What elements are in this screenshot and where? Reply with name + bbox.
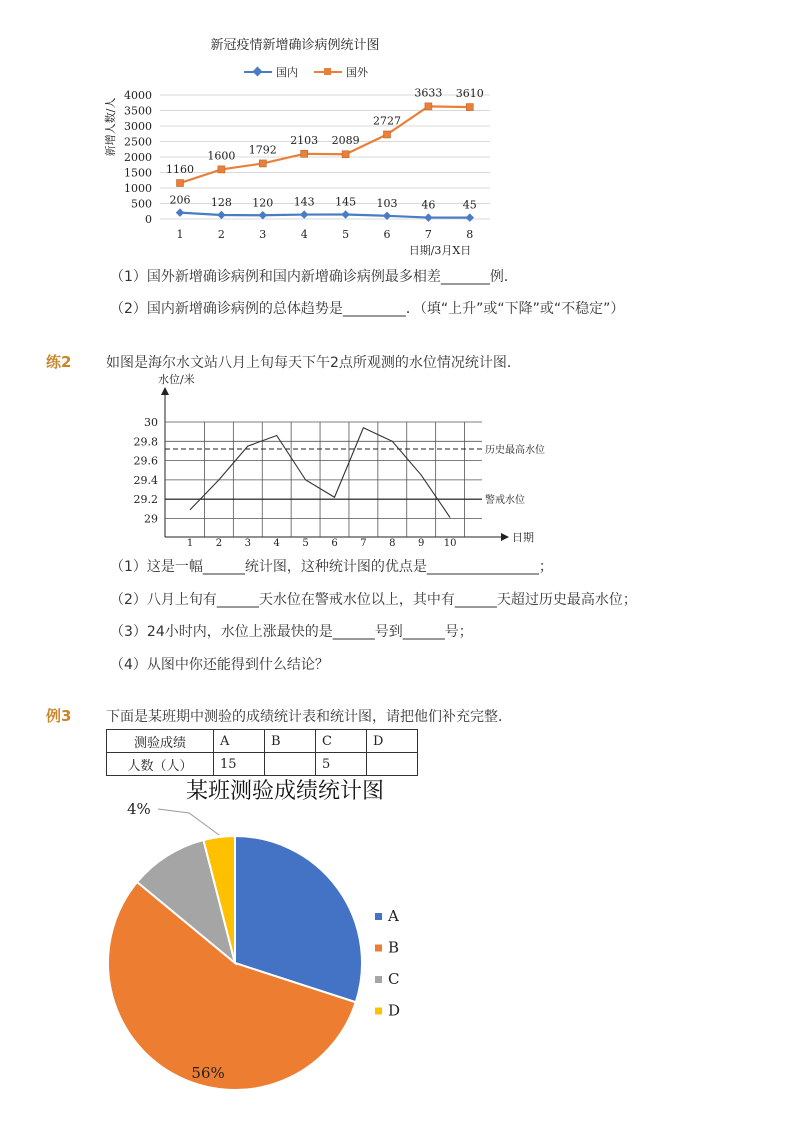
chart2-y-tick-label: 29 xyxy=(144,512,158,526)
q1-line1: （1）国外新增确诊病例和国内新增确诊病例最多相差_______例． xyxy=(110,269,518,285)
chart1-y-tick-label: 2000 xyxy=(124,151,152,164)
chart1-data-label: 145 xyxy=(335,195,357,209)
chart1-data-label: 46 xyxy=(421,198,436,212)
chart1-x-tick-label: 3 xyxy=(259,228,267,241)
chart2-y-tick-label: 29.2 xyxy=(133,493,158,507)
chart2-x-tick-label: 1 xyxy=(186,538,194,549)
chart1-x-tick-label: 5 xyxy=(342,228,350,241)
chart1-point xyxy=(342,151,349,158)
chart3-leader-line xyxy=(158,809,219,835)
chart1-legend xyxy=(244,65,369,79)
score-table-header-label: 测验成绩 xyxy=(107,730,214,753)
chart1-data-label: 2103 xyxy=(290,133,319,147)
chart1-point xyxy=(217,211,225,219)
score-table-row-label: 人数（人） xyxy=(107,753,214,776)
chart1-y-ticks xyxy=(124,89,152,226)
chart2-x-tick-label: 10 xyxy=(443,538,457,549)
q1-line2: （2）国内新增确诊病例的总体趋势是_________．（填“上升”或“下降”或“不稳定”） xyxy=(110,301,625,317)
chart2-reference-lines xyxy=(165,443,545,506)
chart1-x-tick-label: 4 xyxy=(300,228,308,241)
chart1-y-tick-label: 1000 xyxy=(124,182,152,195)
chart1-data-label: 120 xyxy=(252,196,274,210)
chart1-x-tick-label: 1 xyxy=(176,228,184,241)
chart1-data-label: 128 xyxy=(210,196,232,210)
chart2-x-tick-label: 5 xyxy=(302,538,309,549)
score-table-value-c: 5 xyxy=(316,753,367,776)
chart2-x-tick-label: 7 xyxy=(360,538,367,549)
chart1-data-label: 1600 xyxy=(207,149,236,163)
chart1-point xyxy=(300,210,308,218)
chart1-x-tick-label: 6 xyxy=(383,228,391,241)
chart1-point xyxy=(425,103,432,110)
lian2-q4: （4）从图中你还能得到什么结论？ xyxy=(110,657,329,673)
lian2-text: 如图是海尔水文站八月上旬每天下午2点所观测的水位情况统计图． xyxy=(106,355,521,371)
chart2-xlabel: 日期 xyxy=(512,531,534,544)
chart2-y-tick-label: 29.8 xyxy=(133,435,158,449)
chart1-data-label: 45 xyxy=(462,198,477,212)
chart3-legend-label: B xyxy=(388,938,400,957)
li3-tag: 例3 xyxy=(46,707,72,725)
chart1-legend-foreign: 国外 xyxy=(346,66,368,79)
chart1-title: 新冠疫情新增确诊病例统计图 xyxy=(210,38,380,53)
chart1-data-label: 2727 xyxy=(373,114,401,128)
chart2-x-tick-label: 2 xyxy=(215,538,223,549)
chart1-y-tick-label: 0 xyxy=(145,213,152,226)
score-table-col-c: C xyxy=(316,730,367,753)
chart1-series xyxy=(166,86,484,221)
li3-text: 下面是某班期中测验的成绩统计表和统计图，请把他们补充完整． xyxy=(106,709,512,725)
chart3-data-label: 56% xyxy=(191,1063,225,1082)
score-table-col-a: A xyxy=(214,730,265,753)
chart2-x-tick-label: 8 xyxy=(389,538,396,549)
chart1-point xyxy=(176,208,184,216)
chart2-y-tick-label: 30 xyxy=(144,416,158,429)
chart1-data-label: 143 xyxy=(293,195,315,209)
chart3-legend-swatch xyxy=(375,1008,382,1015)
chart1-point xyxy=(341,210,349,218)
chart1-ylabel: 新增人数/人 xyxy=(104,97,117,157)
chart2-gridlines xyxy=(165,422,482,537)
chart1-point xyxy=(466,213,474,221)
chart2-y-ticks xyxy=(134,416,159,526)
chart1-point xyxy=(424,213,432,221)
chart1-point xyxy=(384,131,391,138)
chart1-data-label: 1160 xyxy=(166,163,194,177)
water-level-chart xyxy=(0,365,800,555)
chart2-ylabel: 水位/米 xyxy=(158,373,195,386)
chart1-legend-domestic: 国内 xyxy=(276,66,298,79)
score-table xyxy=(106,729,418,776)
lian2-q1: （1）这是一幅______统计图，这种统计图的优点是________________； xyxy=(110,559,553,575)
score-table-header-row xyxy=(107,730,418,753)
chart2-x-tick-label: 9 xyxy=(418,538,425,549)
chart2-y-tick-label: 29.4 xyxy=(133,473,158,487)
chart1-point xyxy=(218,166,225,173)
chart2-reference-label: 警戒水位 xyxy=(485,495,525,507)
chart1-y-tick-label: 3500 xyxy=(124,104,152,118)
chart1-point xyxy=(466,104,473,111)
chart3-title: 某班测验成绩统计图 xyxy=(185,779,385,804)
chart1-y-tick-label: 1500 xyxy=(124,166,152,180)
lian2-tag: 练2 xyxy=(46,353,72,371)
chart1-data-label: 1792 xyxy=(248,143,277,157)
chart2-x-ticks xyxy=(187,538,457,549)
chart1-x-tick-label: 8 xyxy=(466,228,474,241)
chart1-point xyxy=(259,160,266,167)
chart1-data-label: 3610 xyxy=(455,87,484,101)
chart1-x-tick-label: 7 xyxy=(424,228,432,241)
chart1-data-label: 206 xyxy=(169,193,191,207)
chart2-x-tick-label: 6 xyxy=(331,538,338,549)
chart1-point xyxy=(301,150,308,157)
chart3-legend xyxy=(375,907,400,1020)
chart2-y-tick-label: 29.6 xyxy=(133,454,158,468)
chart2-x-tick-label: 4 xyxy=(273,538,280,549)
chart1-x-tick-label: 2 xyxy=(217,228,225,241)
lian2-q3: （3）24小时内，水位上涨最快的是______号到______号； xyxy=(110,624,473,640)
chart1-data-label: 3633 xyxy=(414,86,443,100)
chart2-x-tick-label: 3 xyxy=(244,538,251,549)
chart1-y-tick-label: 4000 xyxy=(124,89,152,102)
chart1-x-ticks xyxy=(177,228,474,241)
chart1-y-tick-label: 3000 xyxy=(124,120,152,133)
chart1-point xyxy=(177,180,184,187)
score-pie-chart xyxy=(0,770,800,1100)
lian2-q2: （2）八月上旬有______天水位在警戒水位以上，其中有______天超过历史最高水位； xyxy=(110,592,637,608)
chart3-legend-label: A xyxy=(388,907,399,925)
chart3-data-label: 4% xyxy=(127,800,151,819)
score-table-col-d: D xyxy=(367,730,418,753)
covid-line-chart xyxy=(0,0,800,265)
chart3-legend-swatch xyxy=(375,945,382,952)
chart3-legend-swatch xyxy=(375,913,382,920)
chart3-legend-swatch xyxy=(375,976,382,983)
score-table-value-a: 15 xyxy=(214,753,265,776)
chart1-xlabel: 日期/3月X日 xyxy=(408,244,472,257)
chart2-reference-label: 历史最高水位 xyxy=(485,445,545,457)
chart1-data-label: 2089 xyxy=(331,134,360,148)
chart3-slices xyxy=(108,836,362,1090)
chart1-data-label: 103 xyxy=(376,196,398,210)
chart1-point xyxy=(259,211,267,219)
score-table-col-b: B xyxy=(265,730,316,753)
chart3-legend-label: C xyxy=(388,970,400,988)
chart3-legend-label: D xyxy=(388,1001,401,1020)
chart1-y-tick-label: 500 xyxy=(131,197,152,211)
chart1-y-tick-label: 2500 xyxy=(124,135,152,149)
